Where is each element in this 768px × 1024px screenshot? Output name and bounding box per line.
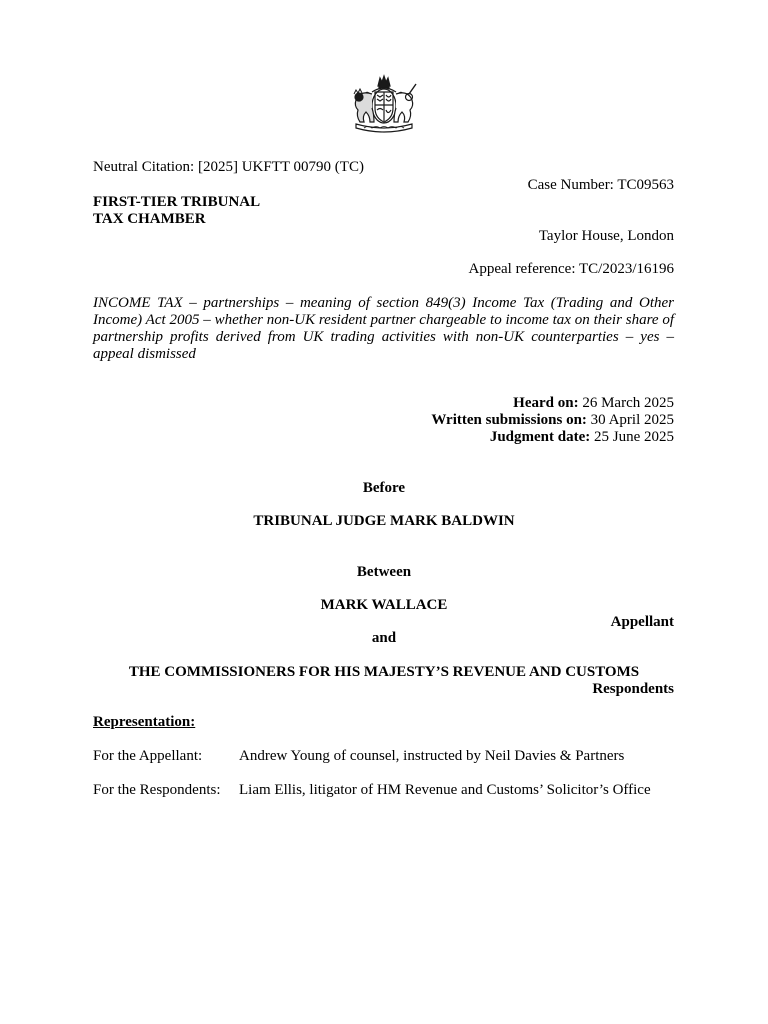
- respondent-name: THE COMMISSIONERS FOR HIS MAJESTY’S REVENUE AND CUSTOMS: [128, 664, 640, 680]
- heard-on-value: 26 March 2025: [582, 395, 674, 411]
- representation-heading: Representation:: [93, 714, 196, 730]
- before-label: Before: [362, 480, 406, 496]
- representation-value: Andrew Young of counsel, instructed by Neil Davies & Partners: [239, 748, 625, 764]
- representation-value: Liam Ellis, litigator of HM Revenue and Customs’ Solicitor’s Office: [239, 782, 651, 798]
- written-submissions-label: Written submissions on:: [431, 412, 587, 428]
- judge-name: TRIBUNAL JUDGE MARK BALDWIN: [253, 513, 515, 529]
- tribunal-chamber: TAX CHAMBER: [93, 211, 206, 227]
- appellant-name: MARK WALLACE: [320, 597, 448, 613]
- case-number: Case Number: TC09563: [527, 177, 674, 193]
- heard-on-label: Heard on:: [513, 395, 579, 411]
- between-label: Between: [356, 564, 412, 580]
- judgment-date-value: 25 June 2025: [594, 429, 674, 445]
- neutral-citation: Neutral Citation: [2025] UKFTT 00790 (TC): [93, 159, 364, 175]
- representation-label: For the Respondents:: [93, 782, 221, 798]
- heard-on-date: [513, 395, 674, 412]
- written-submissions-value: 30 April 2025: [590, 412, 674, 428]
- judgment-date-label: Judgment date:: [489, 429, 591, 445]
- headnote: INCOME TAX – partnerships – meaning of section 849(3) Income Tax (Trading and Other Income) Act 2005 – whether non-UK resident partner chargeable to income tax on their share of partnership profits derived from UK trading activities with non-UK counterparties – yes – appeal dismissed: [93, 295, 674, 362]
- appeal-reference: Appeal reference: TC/2023/16196: [468, 261, 674, 277]
- venue: Taylor House, London: [538, 228, 674, 244]
- judgment-date: [490, 429, 674, 446]
- tribunal-name: FIRST-TIER TRIBUNAL: [93, 194, 261, 210]
- appellant-role: Appellant: [610, 614, 674, 630]
- and-label: and: [371, 630, 397, 646]
- representation-label: For the Appellant:: [93, 748, 203, 764]
- respondent-role: Respondents: [592, 681, 674, 697]
- written-submissions-date: [431, 412, 674, 429]
- royal-coat-of-arms-icon: [346, 72, 422, 136]
